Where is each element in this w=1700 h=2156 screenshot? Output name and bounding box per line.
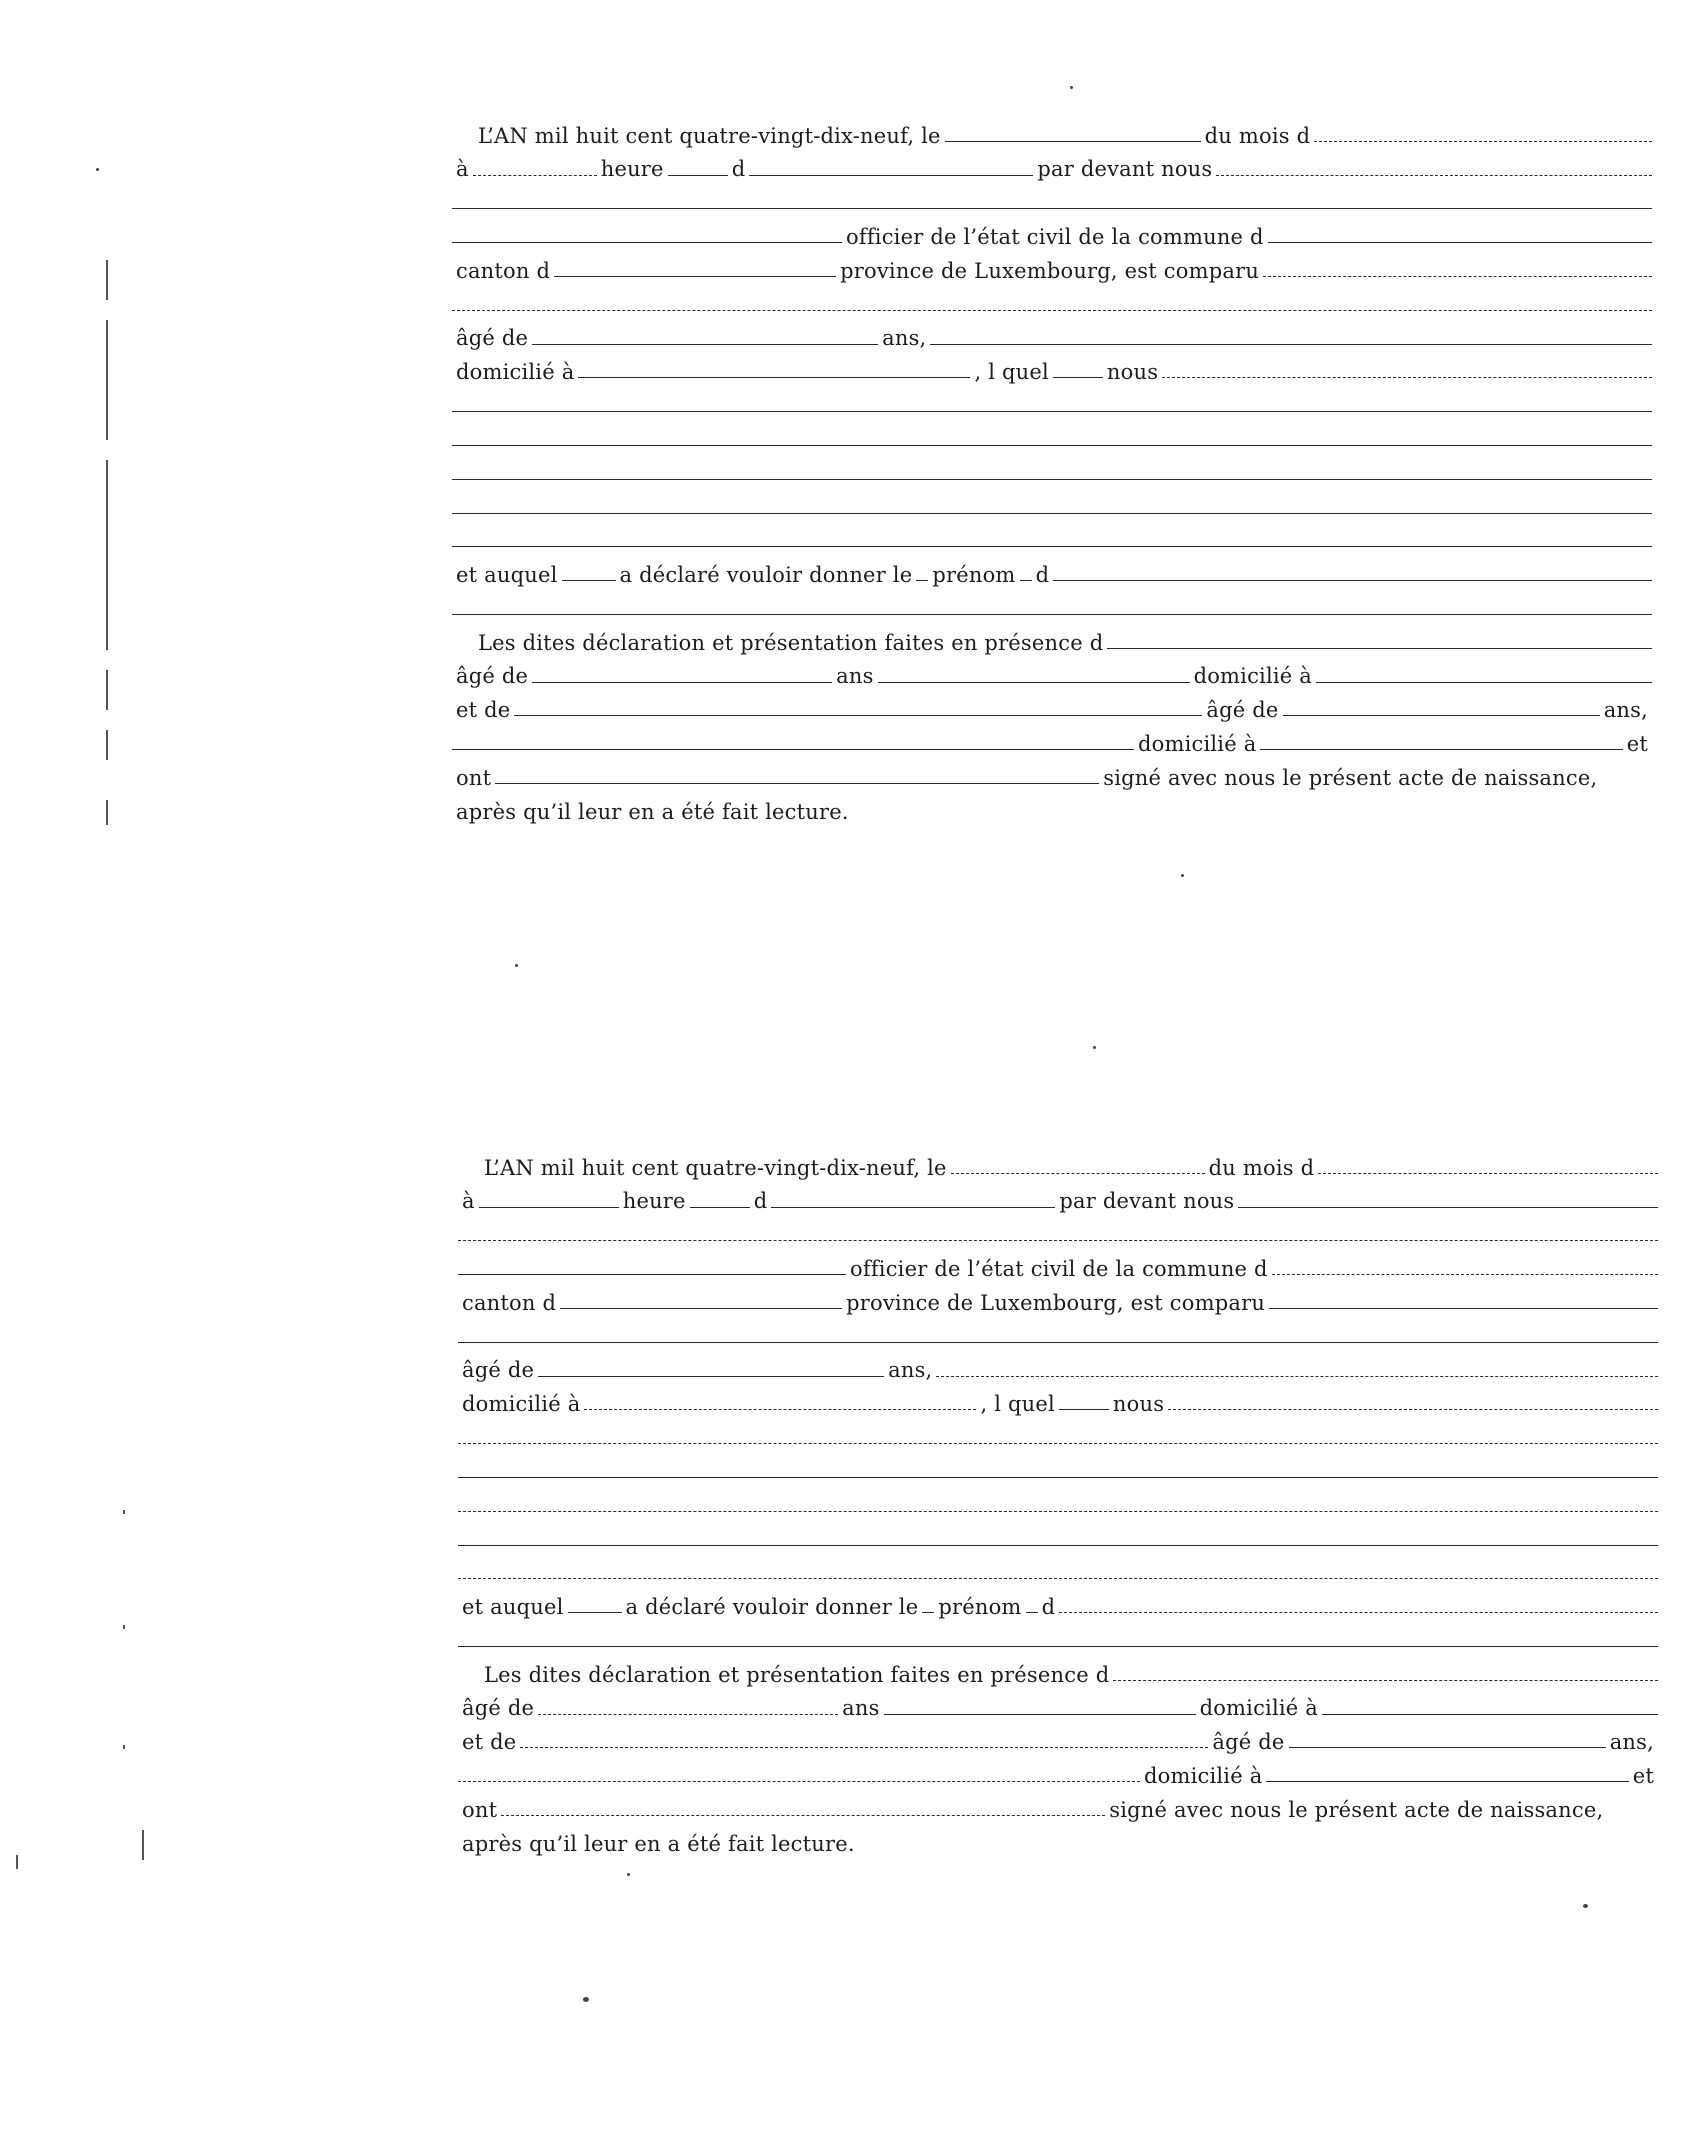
act-opening: L’AN mil huit cent quatre-vingt-dix-neuf, le	[478, 123, 941, 148]
declarant-profession-field[interactable]	[930, 344, 1652, 345]
canton-label: canton d	[456, 258, 551, 283]
apres-label: après qu’il leur en a été fait lecture.	[462, 1831, 855, 1856]
presence-label: Les dites déclaration et présentation faites en présence d	[484, 1662, 1110, 1687]
prenom-plural-field[interactable]	[1026, 1612, 1038, 1613]
heure-label: heure	[600, 157, 664, 182]
witness1-ans-label: ans	[836, 664, 874, 689]
witness2-ans-label: ans,	[1609, 1730, 1654, 1755]
birth-act-form-2	[458, 1146, 1658, 1856]
paper-speck	[583, 1997, 589, 2002]
hour-field[interactable]	[473, 175, 597, 176]
canton-field[interactable]	[560, 1308, 842, 1309]
heure-label: heure	[622, 1189, 686, 1214]
act-opening: L’AN mil huit cent quatre-vingt-dix-neuf, le	[484, 1155, 947, 1180]
signe-label: signé avec nous le présent acte de naissance,	[1109, 1797, 1604, 1822]
presence-label: Les dites déclaration et présentation faites en présence d	[478, 630, 1104, 655]
month-field[interactable]	[1318, 1173, 1658, 1174]
domicilie-label: domicilié à	[456, 360, 575, 385]
child-description-field[interactable]	[1168, 1409, 1658, 1410]
officer-name-field[interactable]	[1238, 1207, 1658, 1208]
declarant-domicile-field[interactable]	[578, 377, 970, 378]
hour-part-field[interactable]	[668, 175, 728, 176]
officer-name-continued-field[interactable]	[452, 208, 1652, 209]
child-description-line[interactable]	[452, 513, 1652, 514]
officier-label: officier de l’état civil de la commune d	[850, 1257, 1268, 1282]
age-label: âgé de	[462, 1358, 535, 1383]
paper-speck	[1070, 86, 1073, 89]
declarant-name-continued-field[interactable]	[452, 310, 1652, 311]
hour-field[interactable]	[479, 1207, 619, 1208]
month-field[interactable]	[1314, 141, 1652, 142]
birth-act-form-1	[452, 114, 1652, 824]
canton-field[interactable]	[554, 276, 836, 277]
devant-label: par devant nous	[1037, 157, 1213, 182]
child-first-name-field[interactable]	[1053, 580, 1652, 581]
child-description-line[interactable]	[452, 411, 1652, 412]
time-of-day-field[interactable]	[749, 175, 1033, 176]
ont-label: ont	[462, 1797, 498, 1822]
child-description-line[interactable]	[452, 479, 1652, 480]
child-description-line[interactable]	[458, 1511, 1658, 1512]
prenom-label: prénom	[938, 1595, 1022, 1620]
signatories-field[interactable]	[495, 783, 1099, 784]
declare-label: a déclaré vouloir donner le	[619, 563, 913, 588]
age-label: âgé de	[456, 326, 529, 351]
witness2-domicile-field[interactable]	[1260, 749, 1622, 750]
auquel-field[interactable]	[568, 1612, 622, 1613]
officer-name-end-field[interactable]	[452, 242, 842, 243]
declare-label: a déclaré vouloir donner le	[625, 1595, 919, 1620]
lquel-label: , l quel	[980, 1392, 1055, 1417]
declarant-age-field[interactable]	[538, 1376, 884, 1377]
witness2-name-field[interactable]	[520, 1747, 1208, 1748]
a-label: à	[462, 1189, 475, 1214]
prenom-d-label: d	[1035, 563, 1050, 588]
day-field[interactable]	[951, 1173, 1205, 1174]
child-description-line[interactable]	[452, 546, 1652, 547]
lquel-field[interactable]	[1059, 1409, 1109, 1410]
witness1-profession-field[interactable]	[884, 1714, 1196, 1715]
child-description-field[interactable]	[1162, 377, 1652, 378]
witness2-age-label: âgé de	[1212, 1730, 1285, 1755]
prenom-label: prénom	[932, 563, 1016, 588]
witness1-profession-field[interactable]	[878, 682, 1190, 683]
officier-label: officier de l’état civil de la commune d	[846, 225, 1264, 250]
declarant-profession-field[interactable]	[936, 1376, 1658, 1377]
witness2-age-label: âgé de	[1206, 698, 1279, 723]
child-description-line[interactable]	[458, 1545, 1658, 1546]
auquel-label: et auquel	[462, 1595, 564, 1620]
paper-speck	[96, 168, 99, 171]
prenom-d-label: d	[1041, 1595, 1056, 1620]
signe-label: signé avec nous le présent acte de naissance,	[1103, 765, 1598, 790]
ans-label: ans,	[882, 326, 927, 351]
witness2-profession-field[interactable]	[452, 749, 1134, 750]
nous-label: nous	[1112, 1392, 1165, 1417]
paper-speck	[627, 1873, 630, 1876]
binding-marks-lower	[106, 1510, 108, 1890]
witness2-domicile-label: domicilié à	[1144, 1764, 1263, 1788]
witness1-age-label: âgé de	[456, 664, 529, 689]
auquel-label: et auquel	[456, 563, 558, 588]
canton-label: canton d	[462, 1290, 557, 1315]
domicilie-label: domicilié à	[462, 1392, 581, 1417]
paper-speck	[1583, 1904, 1588, 1908]
child-description-line[interactable]	[458, 1443, 1658, 1444]
officer-name-continued-field[interactable]	[458, 1240, 1658, 1241]
witness2-age-field[interactable]	[1289, 1747, 1606, 1748]
etde-label: et de	[456, 698, 511, 723]
witness2-domicile-field[interactable]	[1266, 1781, 1628, 1782]
witness1-ans-label: ans	[842, 1696, 880, 1721]
ont-label: ont	[456, 765, 492, 790]
officer-name-field[interactable]	[1216, 175, 1652, 176]
witness2-domicile-label: domicilié à	[1138, 732, 1257, 756]
witness1-age-label: âgé de	[462, 1696, 535, 1721]
witness1-name-field[interactable]	[1107, 648, 1652, 649]
witness1-age-field[interactable]	[532, 682, 832, 683]
commune-field[interactable]	[1272, 1274, 1658, 1275]
lquel-label: , l quel	[974, 360, 1049, 385]
et-label: et	[1626, 732, 1648, 756]
paper-speck	[1181, 874, 1184, 877]
time-of-day-field[interactable]	[771, 1207, 1055, 1208]
etde-label: et de	[462, 1730, 517, 1755]
apres-label: après qu’il leur en a été fait lecture.	[456, 799, 849, 824]
signatories-field[interactable]	[501, 1815, 1105, 1816]
declarant-name-continued-field[interactable]	[458, 1342, 1658, 1343]
witness1-domicile-label: domicilié à	[1193, 664, 1313, 689]
paper-speck	[515, 964, 518, 967]
child-first-name-field[interactable]	[1059, 1612, 1658, 1613]
witness1-domicile-field[interactable]	[1322, 1714, 1658, 1715]
le-field[interactable]	[916, 580, 928, 581]
a-label: à	[456, 157, 469, 182]
d-label: d	[753, 1189, 768, 1214]
nous-label: nous	[1106, 360, 1159, 385]
child-description-line[interactable]	[458, 1477, 1658, 1478]
paper-speck	[1093, 1046, 1096, 1049]
ans-label: ans,	[888, 1358, 933, 1383]
month-label: du mois d	[1208, 1155, 1315, 1180]
month-label: du mois d	[1204, 123, 1311, 148]
witness1-age-field[interactable]	[538, 1714, 838, 1715]
et-label: et	[1632, 1764, 1654, 1788]
witness1-name-field[interactable]	[1113, 1680, 1658, 1681]
province-label: province de Luxembourg, est comparu	[846, 1290, 1266, 1315]
auquel-field[interactable]	[562, 580, 616, 581]
d-label: d	[731, 157, 746, 182]
witness2-age-field[interactable]	[1283, 715, 1600, 716]
declarant-domicile-field[interactable]	[584, 1409, 976, 1410]
child-first-name-continued-field[interactable]	[452, 614, 1652, 615]
declarant-name-field[interactable]	[1269, 1308, 1658, 1309]
prenom-plural-field[interactable]	[1020, 580, 1032, 581]
hour-part-field[interactable]	[690, 1207, 750, 1208]
lquel-field[interactable]	[1053, 377, 1103, 378]
commune-field[interactable]	[1268, 242, 1652, 243]
day-field[interactable]	[945, 141, 1201, 142]
child-description-line[interactable]	[458, 1578, 1658, 1579]
declarant-name-field[interactable]	[1263, 276, 1652, 277]
witness2-profession-field[interactable]	[458, 1781, 1140, 1782]
le-field[interactable]	[922, 1612, 934, 1613]
child-description-line[interactable]	[452, 445, 1652, 446]
witness1-domicile-field[interactable]	[1316, 682, 1652, 683]
witness2-name-field[interactable]	[514, 715, 1202, 716]
officer-name-end-field[interactable]	[458, 1274, 846, 1275]
witness1-domicile-label: domicilié à	[1199, 1696, 1319, 1721]
witness2-ans-label: ans,	[1603, 698, 1648, 723]
child-first-name-continued-field[interactable]	[458, 1646, 1658, 1647]
binding-marks-upper	[106, 260, 108, 840]
devant-label: par devant nous	[1059, 1189, 1235, 1214]
declarant-age-field[interactable]	[532, 344, 878, 345]
province-label: province de Luxembourg, est comparu	[840, 258, 1260, 283]
